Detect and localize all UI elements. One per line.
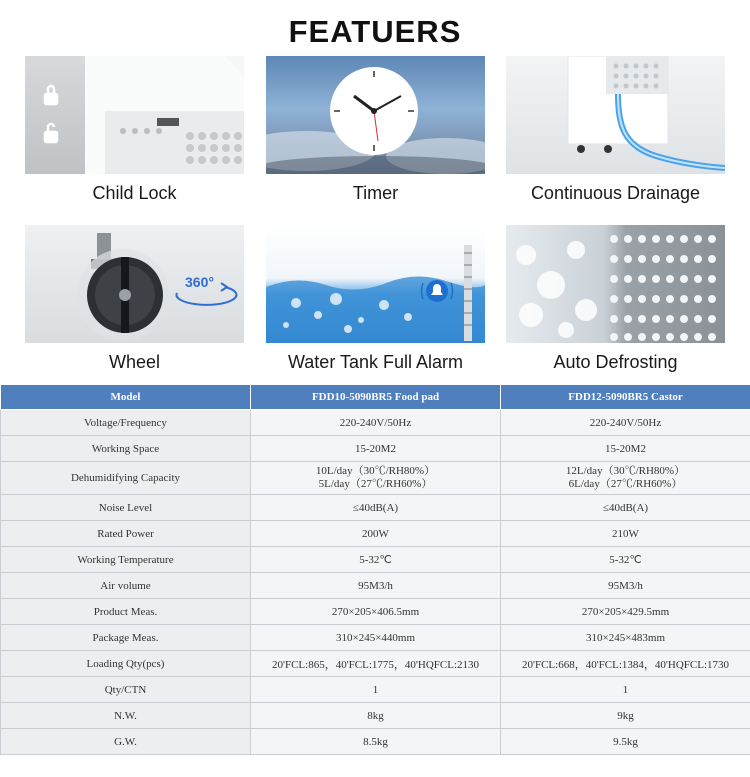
cell-a: 200W [251, 521, 501, 547]
cell-a: 20'FCL:865，40'FCL:1775，40'HQFCL:2130 [251, 651, 501, 677]
row-label: Product Meas. [1, 599, 251, 625]
header-model: Model [1, 385, 251, 410]
row-label: Noise Level [1, 495, 251, 521]
cell-b: 270×205×429.5mm [501, 599, 750, 625]
cell-b: 20'FCL:668，40'FCL:1384，40'HQFCL:1730 [501, 651, 750, 677]
table-row [1, 677, 750, 703]
header-model-b: FDD12-5090BR5 Castor [501, 385, 750, 410]
cell-a: 15-20M2 [251, 436, 501, 462]
table-row [1, 495, 750, 521]
drainage-image [506, 56, 725, 174]
cell-b: 9kg [501, 703, 750, 729]
cell-b: 310×245×483mm [501, 625, 750, 651]
row-label: Qty/CTN [1, 677, 251, 703]
child-lock-icon [25, 56, 244, 174]
water-tank-image [266, 225, 485, 343]
cell-b: 95M3/h [501, 573, 750, 599]
table-row [1, 462, 750, 495]
row-label: G.W. [1, 729, 251, 755]
clock-icon [266, 56, 485, 174]
cell-a: 1 [251, 677, 501, 703]
table-row [1, 703, 750, 729]
cell-a: 5-32℃ [251, 547, 501, 573]
row-label: N.W. [1, 703, 251, 729]
cell-a: 8kg [251, 703, 501, 729]
row-label: Rated Power [1, 521, 251, 547]
row-label: Package Meas. [1, 625, 251, 651]
cell-b: 5-32℃ [501, 547, 750, 573]
row-label: Dehumidifying Capacity [1, 462, 251, 495]
cell-b: ≤40dB(A) [501, 495, 750, 521]
feature-label: Auto Defrosting [553, 352, 678, 372]
child-lock-image [25, 56, 244, 174]
feature-wheel [25, 225, 244, 373]
cell-a [251, 462, 501, 495]
feature-label: Child Lock [92, 183, 177, 203]
defrost-image [506, 225, 725, 343]
cell-b-line-2: 6L/day（27℃/RH60%） [568, 478, 683, 490]
row-label: Voltage/Frequency [1, 410, 251, 436]
cell-b-line-1: 12L/day（30℃/RH80%） [565, 465, 686, 477]
table-row [1, 547, 750, 573]
cell-b: 220-240V/50Hz [501, 410, 750, 436]
table-row [1, 625, 750, 651]
feature-label: Continuous Drainage [530, 183, 701, 203]
feature-label: Timer [352, 183, 399, 203]
wheel-image [25, 225, 244, 343]
cell-a: 220-240V/50Hz [251, 410, 501, 436]
cell-a-line-1: 10L/day（30℃/RH80%） [315, 465, 436, 477]
feature-child-lock [25, 56, 244, 204]
table-row [1, 573, 750, 599]
cell-b: 1 [501, 677, 750, 703]
cell-b: 15-20M2 [501, 436, 750, 462]
table-row [1, 410, 750, 436]
feature-label: Wheel [108, 352, 161, 372]
row-label: Working Temperature [1, 547, 251, 573]
cell-a: 95M3/h [251, 573, 501, 599]
cell-b [501, 462, 750, 495]
table-row [1, 729, 750, 755]
spec-table [0, 384, 750, 755]
cell-a: ≤40dB(A) [251, 495, 501, 521]
row-label: Working Space [1, 436, 251, 462]
table-row [1, 436, 750, 462]
cell-a: 310×245×440mm [251, 625, 501, 651]
table-row [1, 651, 750, 677]
feature-water-tank-alarm [266, 225, 485, 373]
feature-auto-defrosting [506, 225, 725, 373]
rotation-badge: 360° [185, 274, 214, 290]
timer-image [266, 56, 485, 174]
header-model-a: FDD10-5090BR5 Food pad [251, 385, 501, 410]
page-title: FEATUERS [288, 14, 462, 49]
row-label: Air volume [1, 573, 251, 599]
feature-continuous-drainage [506, 56, 725, 204]
cell-a-line-2: 5L/day（27℃/RH60%） [318, 478, 433, 490]
cell-a: 270×205×406.5mm [251, 599, 501, 625]
cell-b: 210W [501, 521, 750, 547]
drain-hose-icon [506, 56, 725, 174]
table-row [1, 599, 750, 625]
frost-icon [506, 225, 725, 343]
water-alarm-icon [266, 225, 485, 343]
cell-a: 8.5kg [251, 729, 501, 755]
cell-b: 9.5kg [501, 729, 750, 755]
feature-label: Water Tank Full Alarm [287, 352, 464, 372]
table-header-row [1, 385, 750, 410]
feature-timer [266, 56, 485, 204]
row-label: Loading Qty(pcs) [1, 651, 251, 677]
table-row [1, 521, 750, 547]
